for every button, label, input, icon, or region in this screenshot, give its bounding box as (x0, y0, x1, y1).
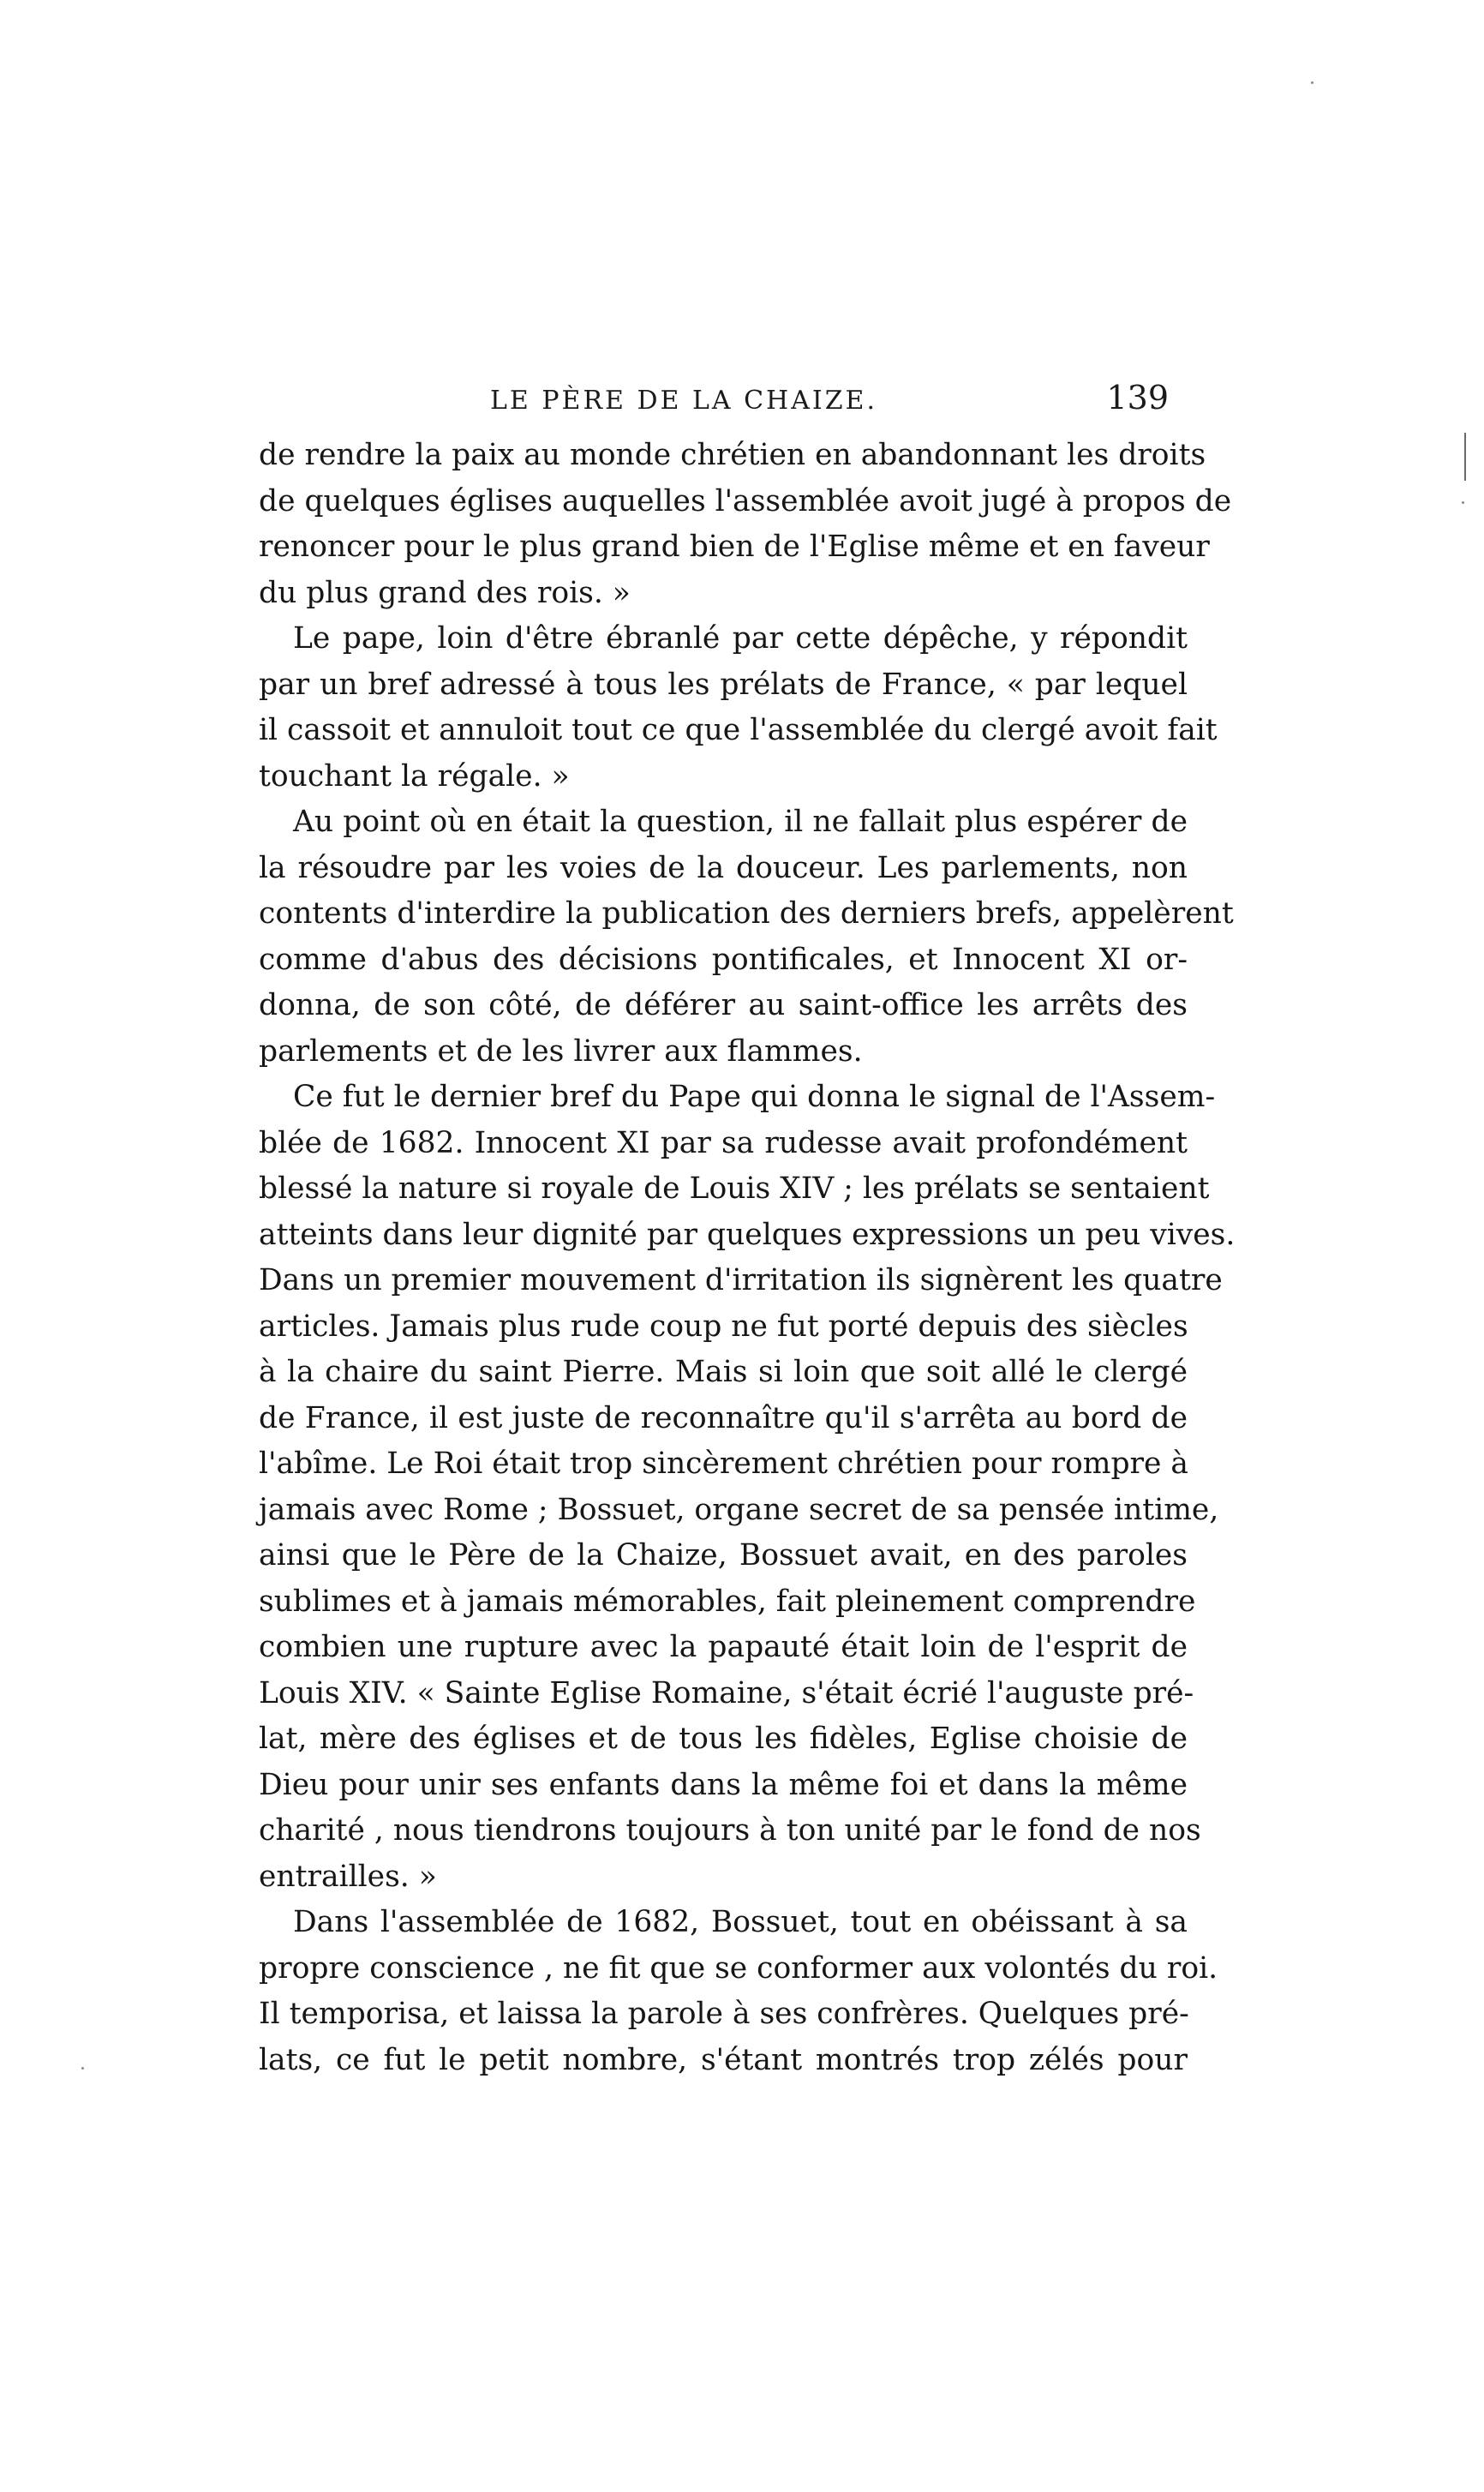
scan-speck (81, 2067, 84, 2070)
text-line: Le pape, loin d'être ébranlé par cette dépêche, y répondit (293, 621, 1188, 656)
text-line: il cassoit et annuloit tout ce que l'assemblée du clergé avoit fait (259, 713, 1218, 747)
text-line: combien une rupture avec la papauté était loin de l'esprit de (259, 1630, 1188, 1664)
text-line: donna, de son côté, de déférer au saint-office les arrêts des (259, 988, 1188, 1022)
text-line: blée de 1682. Innocent XI par sa rudesse avait profondément (259, 1125, 1188, 1160)
text-line: touchant la régale. » (259, 758, 570, 794)
text-line: Louis XIV. « Sainte Eglise Romaine, s'était écrié l'auguste pré- (259, 1675, 1194, 1710)
text-line: renoncer pour le plus grand bien de l'Eglise même et en faveur (259, 530, 1210, 564)
margin-mark (1464, 433, 1466, 481)
text-line: contents d'interdire la publication des derniers brefs, appelèrent (259, 896, 1234, 931)
text-line: parlements et de les livrer aux flammes. (259, 1033, 863, 1069)
text-line: à la chaire du saint Pierre. Mais si loin que soit allé le clergé (259, 1355, 1188, 1389)
text-line: atteints dans leur dignité par quelques expressions un peu vives. (259, 1217, 1236, 1252)
text-line: Au point où en était la question, il ne fallait plus espérer de (293, 805, 1188, 839)
text-line: propre conscience , ne fit que se conformer aux volontés du roi. (259, 1950, 1218, 1986)
text-line: sublimes et à jamais mémorables, fait pleinement comprendre (259, 1584, 1196, 1619)
text-line: Dieu pour unir ses enfants dans la même foi et dans la même (259, 1767, 1188, 1802)
text-line: de France, il est juste de reconnaître qu'il s'arrêta au bord de (259, 1400, 1188, 1435)
running-title: LE PÈRE DE LA CHAIZE. (490, 386, 877, 416)
scan-speck (1462, 501, 1464, 504)
text-line: Dans l'assemblée de 1682, Bossuet, tout en obéissant à sa (293, 1905, 1188, 1939)
running-head (259, 379, 1188, 430)
text-line: la résoudre par les voies de la douceur. Les parlements, non (259, 850, 1188, 885)
text-line: lat, mère des églises et de tous les fidèles, Eglise choisie de (259, 1722, 1188, 1756)
text-line: ainsi que le Père de la Chaize, Bossuet avait, en des paroles (259, 1538, 1188, 1572)
text-line: de rendre la paix au monde chrétien en abandonnant les droits (259, 438, 1206, 472)
text-line: entrailles. » (259, 1859, 437, 1894)
text-line: Ce fut le dernier bref du Pape qui donna le signal de l'Assem- (293, 1080, 1216, 1114)
text-line: blessé la nature si royale de Louis XIV ; les prélats se sentaient (259, 1171, 1210, 1206)
text-line: du plus grand des rois. » (259, 575, 631, 610)
scan-speck (1311, 81, 1313, 84)
body-text (259, 433, 1236, 2083)
text-line: articles. Jamais plus rude coup ne fut porté depuis des siècles (259, 1309, 1188, 1344)
text-line: de quelques églises auquelles l'assemblée avoit jugé à propos de (259, 483, 1232, 518)
text-line: Il temporisa, et laissa la parole à ses confrères. Quelques pré- (259, 1997, 1189, 2031)
text-line: lats, ce fut le petit nombre, s'étant montrés trop zélés pour (259, 2042, 1188, 2077)
text-line: par un bref adressé à tous les prélats de France, « par lequel (259, 667, 1188, 702)
page-number: 139 (1106, 379, 1169, 416)
text-line: l'abîme. Le Roi était trop sincèrement chrétien pour rompre à (259, 1447, 1188, 1481)
text-line: comme d'abus des décisions pontificales, et Innocent XI or- (259, 942, 1188, 977)
text-line: charité , nous tiendrons toujours à ton unité par le fond de nos (259, 1813, 1201, 1848)
text-line: jamais avec Rome ; Bossuet, organe secret de sa pensée intime, (259, 1492, 1219, 1527)
text-line: Dans un premier mouvement d'irritation ils signèrent les quatre (259, 1263, 1223, 1297)
